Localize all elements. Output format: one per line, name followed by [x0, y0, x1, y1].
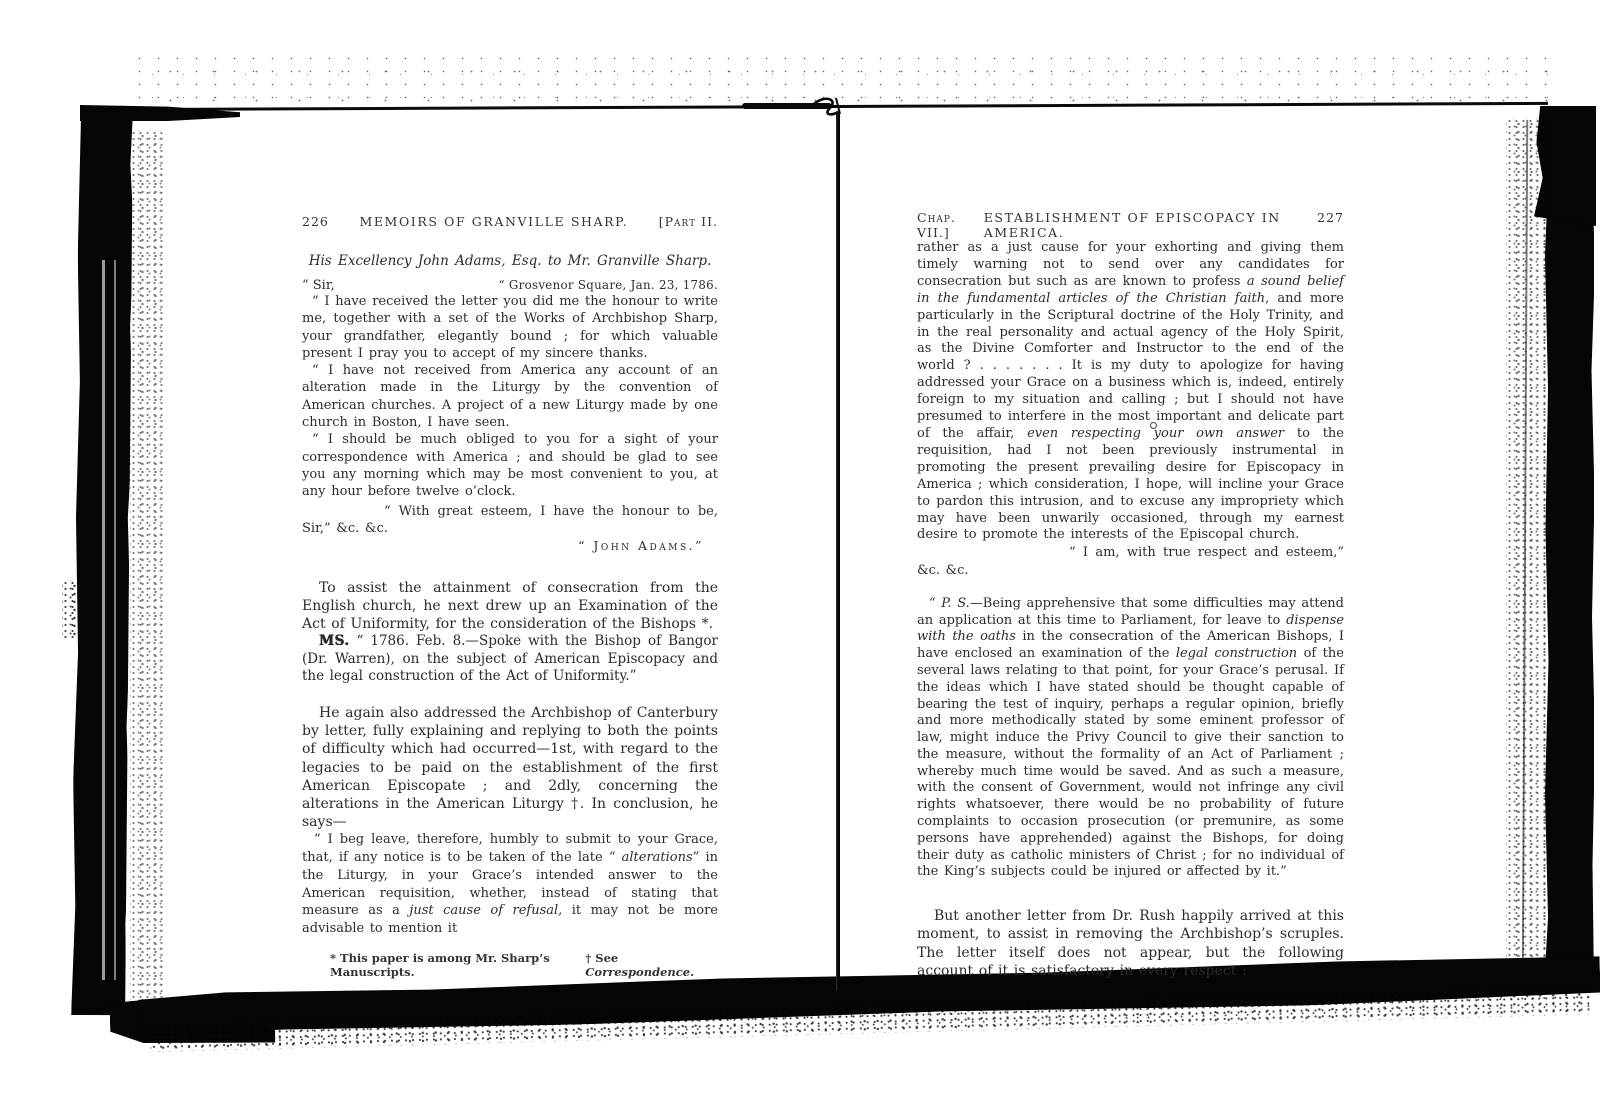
ps-label: “ P. S. [929, 595, 970, 611]
letter-closing: “ I am, with true respect and esteem,” &c. &c. [917, 545, 1344, 578]
letter-paragraph: “ I have received the letter you did me the honour to write me, together with a set of the Works of Archbishop Sharp, your grandfather, elegantly bound ; for which valuable present I pray you to accept of my sincere thanks. [302, 294, 718, 361]
letter-continuation-paragraph [917, 240, 1344, 544]
letter-paragraph: “ I have not received from America any account of an alteration made in the Liturgy by the convention of American churches. A project of a new Liturgy made by one church in Boston, I have seen. [302, 363, 718, 431]
body-text: , and more particularly in the Scriptural doctrine of the Holy Trinity, and in the real personality and actual agency of the Holy Spirit, as the Divine Comforter and Instructor to the end of the world ? . . . . . . . It is my duty to apologize for having addressed your Grace on a business which is, indeed, entirely foreign to my situation and calling ; but I should not have presumed to interfere in the most important and delicate part of the affair, [917, 290, 1344, 441]
manuscript-mark: MS. [319, 633, 350, 650]
book-spine-gutter [836, 112, 840, 990]
quote-text: ” in the Liturgy, in your Grace’s intended answer to the American requisition, whether, instead of stating that measure as a [302, 850, 718, 919]
left-page [302, 214, 718, 979]
quote-italic: just cause of refusal, [409, 903, 563, 919]
left-page-number: 226 [302, 214, 329, 229]
left-running-title: MEMOIRS OF GRANVILLE SHARP. [359, 214, 629, 229]
dateline: “ Grosvenor Square, Jan. 23, 1786. [498, 278, 718, 292]
quote-italic: alterations [621, 850, 693, 866]
scan-left-edge-marks [62, 580, 78, 640]
letter-closing: “ With great esteem, I have the honour to be, Sir,” &c. &c. [302, 503, 718, 536]
right-running-title: ESTABLISHMENT OF EPISCOPACY IN AMERICA. [983, 210, 1281, 240]
letter-paragraph: “ I should be much obliged to you for a sight of your correspondence with America ; and should be glad to see you any morning which may be most convenient to you, at any hour before twelve o’clock. [302, 432, 718, 500]
letter-heading: His Excellency John Adams, Esq. to Mr. Granville Sharp. [308, 253, 712, 269]
footnote-dagger-text: † See [585, 950, 619, 965]
footnote-dagger-italic: Correspondence. [585, 964, 695, 979]
ps-italic: legal construction [1175, 646, 1298, 662]
spine-curl-mark [796, 92, 852, 138]
left-part-label: [Part II. [658, 214, 718, 229]
salutation: “ Sir, [302, 278, 335, 293]
scan-right-binding [1544, 106, 1594, 988]
ps-italic: dispense with the oaths [917, 612, 1344, 645]
quote-text: “ I beg leave, therefore, humbly to submit to your Grace, that, if any notice is to be taken of the late “ [302, 832, 718, 866]
letter-signature: “ John Adams.” [578, 538, 704, 554]
footnote-dagger [585, 951, 706, 979]
salutation-row [302, 278, 718, 293]
quoted-paragraph [302, 831, 718, 937]
body-text: to the requisition, had I not been previously instrumental in promoting the present prevailing desire for Episcopacy in America ; which consideration, I hope, will incline your Grace to pardon this intrusion, and to excuse any impropriety which may have been unwarily occasioned, through my earnest desire to promote the interests of the Episcopal church. [917, 425, 1344, 543]
body-text: rather as a just cause for your exhorting and giving them timely warning not to send over any candidates for consecration but such as are known to profess [917, 240, 1344, 289]
right-running-head [917, 210, 1344, 240]
narrative-paragraph: He again also addressed the Archbishop of Canterbury by letter, fully explaining and replying to both the points of difficulty which had occurred—1st, with regard to the legacies to be paid on the establishment of the first American Episcopate ; and 2dly, concerning the alterations in the American Liturgy †. In conclusion, he says— [302, 705, 718, 831]
body-italic: a sound belief in the fundamental articles of the Christian faith [917, 273, 1344, 306]
footnote-asterisk: * This paper is among Mr. Sharp’s Manuscripts. [330, 950, 550, 979]
ps-text: in the consecration of the American Bishops, I have enclosed an examination of the [917, 629, 1344, 662]
body-italic: even respecting your own answer [1027, 425, 1285, 441]
manuscript-entry [302, 633, 718, 686]
right-page-number: 227 [1317, 210, 1344, 225]
chapter-label: Chap. VII.] [917, 210, 956, 240]
narrative-paragraph: But another letter from Dr. Rush happily arrived at this moment, to assist in removing the Archbishop’s scruples. The letter itself does not appear, but the following account of it is satisfactory in every respect : [917, 908, 1344, 979]
footnotes [302, 951, 718, 979]
ps-text: of the several laws relating to that point, for your Grace’s perusal. If the ideas which I have stated should be thought capable of bearing the test of inquiry, perhaps a regular opinion, briefly and more methodically stated by some eminent professor of law, might induce the Privy Council to give their sanction to the measure, without the formality of an Act of Parliament ; whereby much time would be saved. And as such a measure, with the consent of Government, would not infringe any civil rights whatsoever, there would be no probability of future complaints to occasion prosecution (or premunire, as some persons have apprehended) against the Bishops, for doing their duty as catholic ministers of Christ ; for no individual of the King’s subjects could be injured or affected by it.” [917, 646, 1344, 880]
quote-text: it may not be more advisable to mention it [302, 903, 718, 936]
scan-left-binding-streaks [92, 260, 126, 980]
manuscript-entry-text: “ 1786. Feb. 8.—Spoke with the Bishop of Bangor (Dr. Warren), on the subject of American Episcopacy and the legal construction of the Act of Uniformity.” [302, 633, 718, 685]
right-page [917, 210, 1344, 980]
scan-left-fringe [130, 130, 164, 1000]
narrative-paragraph: To assist the attainment of consecration from the English church, he next drew up an Examination of the Act of Uniformity, for the consideration of the Bishops *. [302, 579, 718, 633]
postscript-paragraph [917, 596, 1344, 882]
ps-text: —Being apprehensive that some difficulties may attend an application at this time to Parliament, for leave to [917, 595, 1345, 628]
left-running-head [302, 214, 718, 229]
